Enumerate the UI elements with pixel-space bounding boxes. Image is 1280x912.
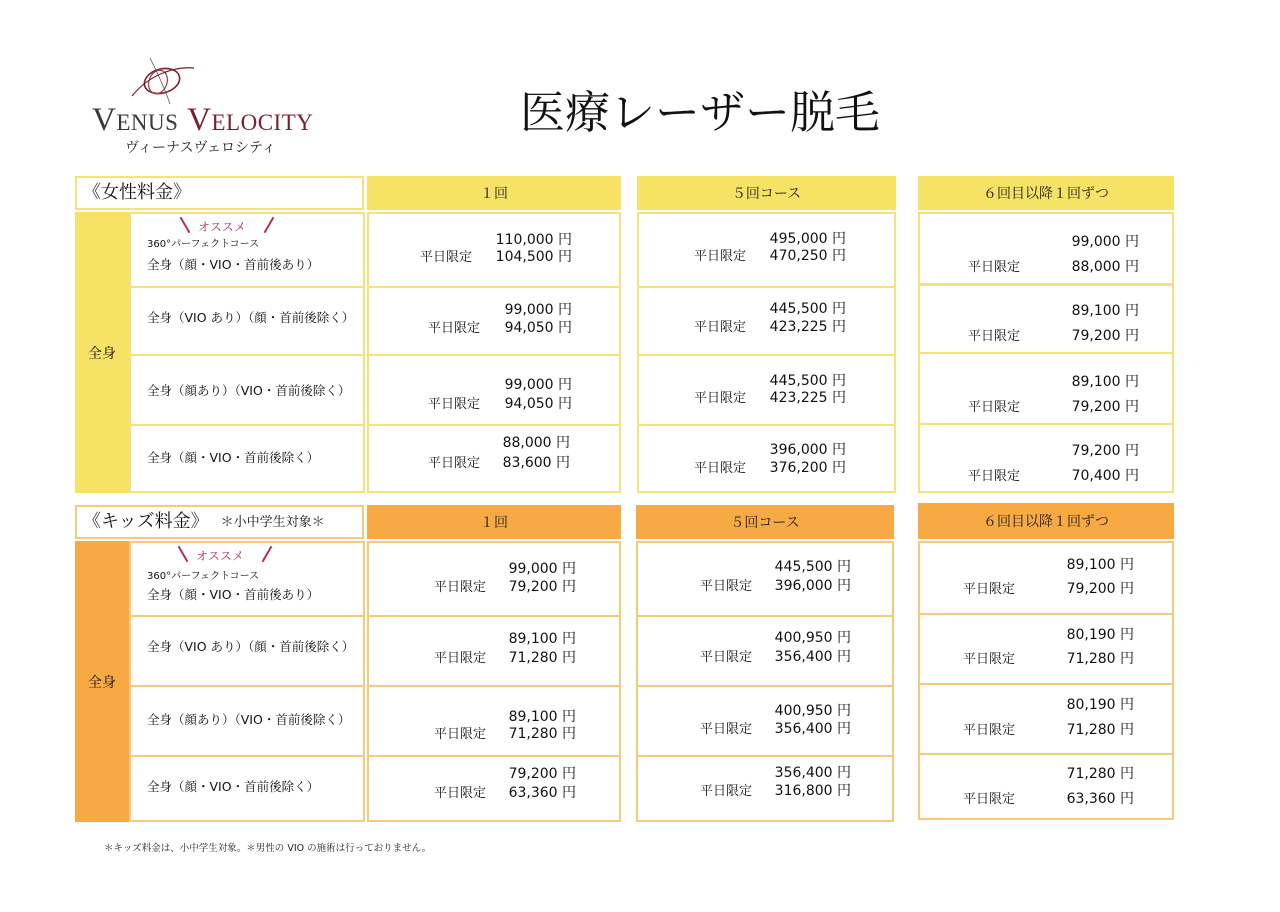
kids-row2-c2-price: 400,950 円 [774, 630, 851, 646]
kids-row4-c1 [367, 755, 621, 822]
kids-row4-c1-weekday-label: 平日限定 [434, 786, 487, 801]
kids-row2-c1-price: 89,100 円 [508, 631, 576, 647]
brand-name-part2: Velocity [187, 102, 314, 138]
women-row4-c3-weekday-price: 70,400 円 [1071, 468, 1139, 484]
women-row4-c1 [367, 424, 621, 493]
kids-row3-c2 [636, 685, 894, 757]
page-title: 医療レーザー脱毛 [520, 86, 881, 139]
brand-name-kana: ヴィーナスヴェロシティ [125, 140, 276, 156]
women-row4-c2-price: 396,000 円 [769, 442, 846, 458]
kids-row1-c3-weekday-price: 79,200 円 [1066, 581, 1134, 597]
kids-row1-c3 [918, 541, 1174, 615]
kids-row4-c1-price: 79,200 円 [508, 766, 576, 782]
women-row3-c3-weekday-label: 平日限定 [968, 400, 1021, 415]
kids-row4-c2-weekday-label: 平日限定 [700, 784, 753, 799]
women-row3-c1-weekday-price: 94,050 円 [504, 396, 572, 412]
women-row1-c3-weekday-price: 88,000 円 [1071, 259, 1139, 275]
women-row3-c2-weekday-label: 平日限定 [694, 391, 747, 406]
kids-row1-c2-weekday-price: 396,000 円 [774, 578, 851, 594]
kids-row4-c3-weekday-price: 63,360 円 [1066, 791, 1134, 807]
women-row3-c1-price: 99,000 円 [504, 377, 572, 393]
women-row1-c1-weekday-label: 平日限定 [420, 250, 473, 265]
kids-row2-c1-weekday-label: 平日限定 [434, 651, 487, 666]
women-row2-c1-price: 99,000 円 [504, 302, 572, 318]
women-header-after6: ６回目以降１回ずつ [918, 176, 1174, 210]
women-row4-c2 [637, 424, 896, 493]
kids-row1-c2-weekday-label: 平日限定 [700, 579, 753, 594]
women-row4-c1-price: 88,000 円 [502, 435, 570, 451]
women-row1-c1 [367, 212, 621, 288]
women-row1-c3-price: 99,000 円 [1071, 234, 1139, 250]
women-row2-c1-weekday-price: 94,050 円 [504, 320, 572, 336]
kids-header-single: １回 [367, 505, 621, 539]
kids-row1-c1-weekday-price: 79,200 円 [508, 579, 576, 595]
women-row1-c1-price: 110,000 円 [495, 232, 572, 248]
women-row2-c2-price: 445,500 円 [769, 301, 846, 317]
kids-row2-c3-weekday-price: 71,280 円 [1066, 651, 1134, 667]
kids-row4-c3-weekday-label: 平日限定 [963, 792, 1016, 807]
women-row3-c2 [637, 354, 896, 426]
kids-row3-c2-weekday-label: 平日限定 [700, 722, 753, 737]
kids-row1-c1 [367, 541, 621, 617]
kids-row3-c1-weekday-label: 平日限定 [434, 727, 487, 742]
kids-row1-c3-weekday-label: 平日限定 [963, 582, 1016, 597]
women-row1-c2-price: 495,000 円 [769, 231, 846, 247]
women-row4-c2-weekday-label: 平日限定 [694, 461, 747, 476]
brand-logo-swirl [128, 56, 198, 106]
kids-header-5course: ５回コース [636, 505, 894, 539]
kids-row4-c2-price: 356,400 円 [774, 765, 851, 781]
kids-row1-c3-price: 89,100 円 [1066, 557, 1134, 573]
women-header-5course: ５回コース [637, 176, 896, 210]
kids-row3-c3-weekday-label: 平日限定 [963, 723, 1016, 738]
kids-row3-label: 全身（顔あり）（VIO・首前後除く） [147, 712, 351, 727]
kids-side-label: 全身 [75, 541, 129, 822]
kids-row2-c2 [636, 615, 894, 687]
kids-row1-c1-price: 99,000 円 [508, 561, 576, 577]
women-row3-c3-price: 89,100 円 [1071, 374, 1139, 390]
kids-section-title: 《キッズ料金》 [83, 511, 209, 532]
kids-row2-label: 全身（VIO あり）（顔・首前後除く） [147, 639, 355, 654]
kids-row2-c3-price: 80,190 円 [1066, 627, 1134, 643]
kids-row2-c3-weekday-label: 平日限定 [963, 652, 1016, 667]
kids-row3-c3 [918, 683, 1174, 755]
kids-row3-c1-price: 89,100 円 [508, 709, 576, 725]
women-row2-c3-price: 89,100 円 [1071, 303, 1139, 319]
women-row3-c2-weekday-price: 423,225 円 [769, 390, 846, 406]
women-row3-c1-weekday-label: 平日限定 [428, 397, 481, 412]
kids-row2-c1-weekday-price: 71,280 円 [508, 650, 576, 666]
kids-row3-c3-weekday-price: 71,280 円 [1066, 722, 1134, 738]
footnote: ＊キッズ料金は、小中学生対象。＊男性の VIO の施術は行っておりません。 [104, 843, 432, 854]
women-row2-c1 [367, 286, 621, 356]
women-row4-c3-price: 79,200 円 [1071, 443, 1139, 459]
women-row3-c3-weekday-price: 79,200 円 [1071, 399, 1139, 415]
kids-row2-c2-weekday-price: 356,400 円 [774, 649, 851, 665]
women-row4-label: 全身（顔・VIO・首前後除く） [147, 450, 320, 465]
women-row1-c2-weekday-label: 平日限定 [694, 249, 747, 264]
women-row1-label: 全身（顔・VIO・首前後あり） [147, 257, 320, 272]
women-recommend-badge: オススメ [198, 220, 246, 234]
kids-row1-label: 全身（顔・VIO・首前後あり） [147, 587, 320, 602]
brand-logo-text [92, 104, 313, 137]
kids-section-note: ＊小中学生対象＊ [220, 514, 325, 530]
women-row2-label: 全身（VIO あり）（顔・首前後除く） [147, 310, 355, 325]
kids-row3-c1 [367, 685, 621, 757]
kids-row1-c2-price: 445,500 円 [774, 559, 851, 575]
kids-row1-c2 [636, 541, 894, 617]
women-header-single: １回 [367, 176, 621, 210]
kids-row3-c2-weekday-price: 356,400 円 [774, 721, 851, 737]
kids-row4-label: 全身（顔・VIO・首前後除く） [147, 779, 320, 794]
women-row3-c1 [367, 354, 621, 426]
kids-row1-sublabel: 360°パーフェクトコース [147, 571, 260, 582]
women-section-title: 《女性料金》 [83, 182, 191, 203]
kids-header-after6: ６回目以降１回ずつ [918, 503, 1174, 539]
women-row2-c2-weekday-label: 平日限定 [694, 320, 747, 335]
brand-name-part1: Venus [92, 102, 179, 138]
women-row2-c3-weekday-label: 平日限定 [968, 329, 1021, 344]
kids-row4-c2-weekday-price: 316,800 円 [774, 783, 851, 799]
women-row4-c1-weekday-price: 83,600 円 [502, 455, 570, 471]
women-row1-sublabel: 360°パーフェクトコース [147, 239, 260, 250]
kids-row1-c1-weekday-label: 平日限定 [434, 580, 487, 595]
women-row2-c1-weekday-label: 平日限定 [428, 321, 481, 336]
kids-row2-c2-weekday-label: 平日限定 [700, 650, 753, 665]
women-row2-c3-weekday-price: 79,200 円 [1071, 328, 1139, 344]
kids-row3-c2-price: 400,950 円 [774, 703, 851, 719]
kids-recommend-badge: オススメ [196, 549, 244, 563]
women-row3-c2-price: 445,500 円 [769, 373, 846, 389]
women-row4-c2-weekday-price: 376,200 円 [769, 460, 846, 476]
women-row1-c2-weekday-price: 470,250 円 [769, 248, 846, 264]
kids-row3-c3-price: 80,190 円 [1066, 697, 1134, 713]
kids-row4-c3 [918, 753, 1174, 820]
women-row2-c2 [637, 286, 896, 356]
women-row1-c1-weekday-price: 104,500 円 [495, 249, 572, 265]
kids-section-label [75, 505, 364, 539]
women-row2-c2-weekday-price: 423,225 円 [769, 319, 846, 335]
women-row4-c1-weekday-label: 平日限定 [428, 456, 481, 471]
women-side-label: 全身 [75, 212, 129, 493]
women-row4-c3-weekday-label: 平日限定 [968, 469, 1021, 484]
kids-row2-c1 [367, 615, 621, 687]
kids-row2-c3 [918, 613, 1174, 685]
kids-row4-c2 [636, 755, 894, 822]
kids-row3-c1-weekday-price: 71,280 円 [508, 726, 576, 742]
women-row1-c2 [637, 212, 896, 288]
women-section-label [75, 176, 364, 210]
women-row3-label: 全身（顔あり）（VIO・首前後除く） [147, 383, 351, 398]
women-row1-c3-weekday-label: 平日限定 [968, 260, 1021, 275]
kids-row4-c1-weekday-price: 63,360 円 [508, 785, 576, 801]
kids-row4-c3-price: 71,280 円 [1066, 766, 1134, 782]
